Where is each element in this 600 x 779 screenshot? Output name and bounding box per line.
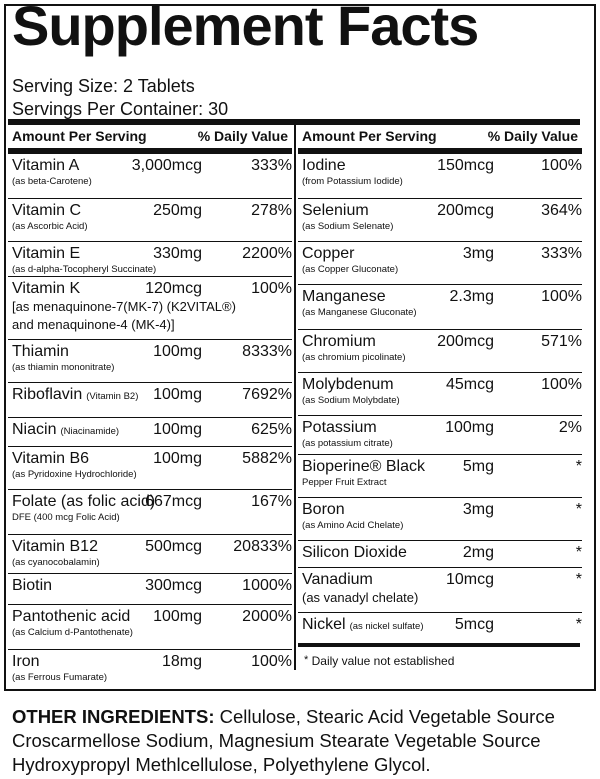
nutrient-name: Potassium [302,419,377,436]
nutrient-daily-value: 8333% [242,343,292,360]
left-nutrient-row [8,418,292,447]
nutrient-amount: 100mg [153,450,202,467]
nutrient-name: Vitamin C [12,202,82,219]
nutrient-source: (as d-alpha-Tocopheryl Succinate) [12,264,157,275]
nutrient-name: Boron [302,501,345,518]
right-nutrient-row [298,285,582,330]
daily-value-header: % Daily Value [197,128,288,144]
other-ingredients-label: OTHER INGREDIENTS: [12,706,215,727]
left-nutrient-row [8,605,292,650]
right-nutrient-row [298,242,582,285]
nutrient-source: (as potassium citrate) [302,438,393,449]
nutrient-name: Riboflavin [12,386,83,403]
nutrient-name: Pantothenic acid [12,608,131,625]
nutrient-daily-value: 333% [251,157,292,174]
nutrient-amount: 300mcg [145,577,202,594]
nutrient-amount: 3,000mcg [131,157,202,174]
nutrient-name: Molybdenum [302,376,394,393]
right-nutrient-row [298,568,582,613]
nutrient-daily-value: 278% [251,202,292,219]
nutrient-daily-value: 100% [541,157,582,174]
nutrient-source: (as vanadyl chelate) [302,590,419,605]
nutrient-name: Vitamin E [12,245,81,262]
nutrient-amount: 3mg [462,501,494,518]
nutrient-daily-value: 7692% [242,386,292,403]
nutrient-name: Nickel [302,616,346,633]
nutrient-amount: 2mg [462,544,494,561]
nutrient-name: Vitamin K [12,280,81,297]
nutrient-source: (as Manganese Gluconate) [302,307,417,318]
right-nutrient-row [298,416,582,455]
nutrient-daily-value: 100% [251,280,292,297]
other-ingredients-text: Cellulose, Stearic Acid Vegetable Source Croscarmellose Sodium, Magnesium Stearate Vegetable Source Hydroxypropyl Methlcellulose, Polyethylene Glycol. [12,706,555,775]
nutrient-name: Niacin [12,421,57,438]
nutrient-source: DFE (400 mcg Folic Acid) [12,512,120,523]
nutrient-daily-value: 333% [541,245,582,262]
left-nutrient-row [8,340,292,383]
nutrient-amount: 5mcg [454,616,494,633]
nutrient-name: Vitamin B12 [12,538,98,555]
nutrient-source: (as chromium picolinate) [302,352,406,363]
nutrient-amount: 45mcg [445,376,494,393]
nutrient-daily-value: * [575,458,582,475]
nutrient-amount: 100mg [153,343,202,360]
nutrient-daily-value: 5882% [242,450,292,467]
footnote-divider-bar [298,643,580,647]
serving-size: Serving Size: 2 Tablets [12,76,195,96]
nutrient-amount: 100mg [153,421,202,438]
daily-value-header: % Daily Value [487,128,578,144]
footnote [304,654,454,668]
nutrient-daily-value: * [575,501,582,518]
nutrient-amount: 330mg [153,245,202,262]
left-nutrient-row [8,154,292,199]
amount-header: Amount Per Serving [12,128,147,144]
left-nutrient-row [8,574,292,605]
nutrient-amount: 18mg [161,653,202,670]
nutrient-source: (as beta-Carotene) [12,176,92,187]
nutrient-amount: 500mcg [145,538,202,555]
right-nutrient-row [298,541,582,568]
nutrient-source: (as thiamin mononitrate) [12,362,115,373]
nutrient-source: and menaquinone-4 (MK-4)] [12,317,175,332]
nutrient-name: Chromium [302,333,376,350]
nutrient-source: [as menaquinone-7(MK-7) (K2VITAL®) [12,299,236,314]
nutrient-daily-value: 100% [541,288,582,305]
nutrient-amount: 100mg [153,608,202,625]
nutrient-amount: 200mcg [437,333,494,350]
nutrient-amount: 100mg [445,419,494,436]
nutrient-name: Vitamin A [12,157,80,174]
nutrient-source: (as Sodium Molybdate) [302,395,400,406]
right-nutrient-row [298,199,582,242]
nutrient-source: (as Pyridoxine Hydrochloride) [12,469,137,480]
nutrient-amount: 667mcg [145,493,202,510]
nutrient-name: Selenium [302,202,369,219]
nutrient-name: Folate (as folic acid) [12,493,156,510]
nutrient-daily-value: 571% [541,333,582,350]
right-nutrient-row [298,498,582,541]
amount-header: Amount Per Serving [302,128,437,144]
nutrient-daily-value: 100% [541,376,582,393]
nutrient-source: (as Ascorbic Acid) [12,221,88,232]
nutrient-daily-value: 625% [251,421,292,438]
nutrient-amount: 10mcg [445,571,494,588]
nutrient-daily-value: 100% [251,653,292,670]
right-nutrient-row [298,373,582,416]
nutrient-name: Iodine [302,157,346,174]
nutrient-name: Copper [302,245,355,262]
servings-per-container: Servings Per Container: 30 [12,99,229,119]
nutrient-daily-value: 20833% [233,538,292,555]
right-column-header [298,125,582,154]
nutrient-daily-value: 1000% [242,577,292,594]
nutrient-name: Manganese [302,288,386,305]
nutrient-source: (as cyanocobalamin) [12,557,100,568]
footnote-text: Daily value not established [308,654,455,668]
nutrient-source: (as Amino Acid Chelate) [302,520,404,531]
nutrient-name: Vanadium [302,571,373,588]
nutrient-name: Bioperine® Black [302,458,425,475]
nutrient-daily-value: * [575,544,582,561]
nutrient-source-inline: (as nickel sulfate) [349,621,424,632]
column-divider [294,125,296,670]
nutrient-source: (as Calcium d-Pantothenate) [12,627,133,638]
left-nutrient-row [8,277,292,340]
nutrient-daily-value: 167% [251,493,292,510]
nutrient-source: (from Potassium Iodide) [302,176,403,187]
left-column-header [8,125,292,154]
nutrient-source: (as Ferrous Fumarate) [12,672,108,683]
nutrient-amount: 120mcg [145,280,202,297]
nutrient-daily-value: * [575,571,582,588]
nutrient-amount: 250mg [153,202,202,219]
nutrient-daily-value: 2% [558,419,582,436]
other-ingredients [12,705,592,777]
footnote-star: * [304,654,309,666]
right-nutrient-row [298,330,582,373]
right-nutrient-column [298,125,582,651]
nutrient-amount: 3mg [462,245,494,262]
nutrient-name: Thiamin [12,343,69,360]
nutrient-amount: 200mcg [437,202,494,219]
nutrient-source-inline: (Vitamin B2) [86,391,139,402]
nutrient-name: Iron [12,653,40,670]
nutrient-name: Vitamin B6 [12,450,90,467]
left-nutrient-row [8,199,292,242]
nutrient-name: Biotin [12,577,53,594]
left-nutrient-column [8,125,292,696]
right-nutrient-row [298,455,582,498]
left-nutrient-row [8,490,292,535]
panel-title: Supplement Facts [12,0,479,57]
nutrient-daily-value: * [575,616,582,633]
nutrient-amount: 100mg [153,386,202,403]
nutrient-source-inline: (Niacinamide) [60,426,120,437]
nutrient-amount: 2.3mg [449,288,494,305]
nutrient-name-group [302,616,423,634]
nutrient-source: (as Sodium Selenate) [302,221,394,232]
nutrient-source: Pepper Fruit Extract [302,477,387,488]
nutrient-daily-value: 2000% [242,608,292,625]
nutrient-name-group [12,386,138,404]
left-nutrient-row [8,242,292,277]
nutrient-amount: 150mcg [437,157,494,174]
nutrient-name: Silicon Dioxide [302,544,407,561]
nutrient-name-group [12,421,119,439]
nutrient-daily-value: 364% [541,202,582,219]
left-nutrient-row [8,650,292,696]
left-nutrient-row [8,447,292,490]
left-nutrient-row [8,383,292,418]
nutrient-amount: 5mg [462,458,494,475]
nutrient-daily-value: 2200% [242,245,292,262]
right-nutrient-row [298,154,582,199]
nutrient-source: (as Copper Gluconate) [302,264,399,275]
left-nutrient-row [8,535,292,574]
